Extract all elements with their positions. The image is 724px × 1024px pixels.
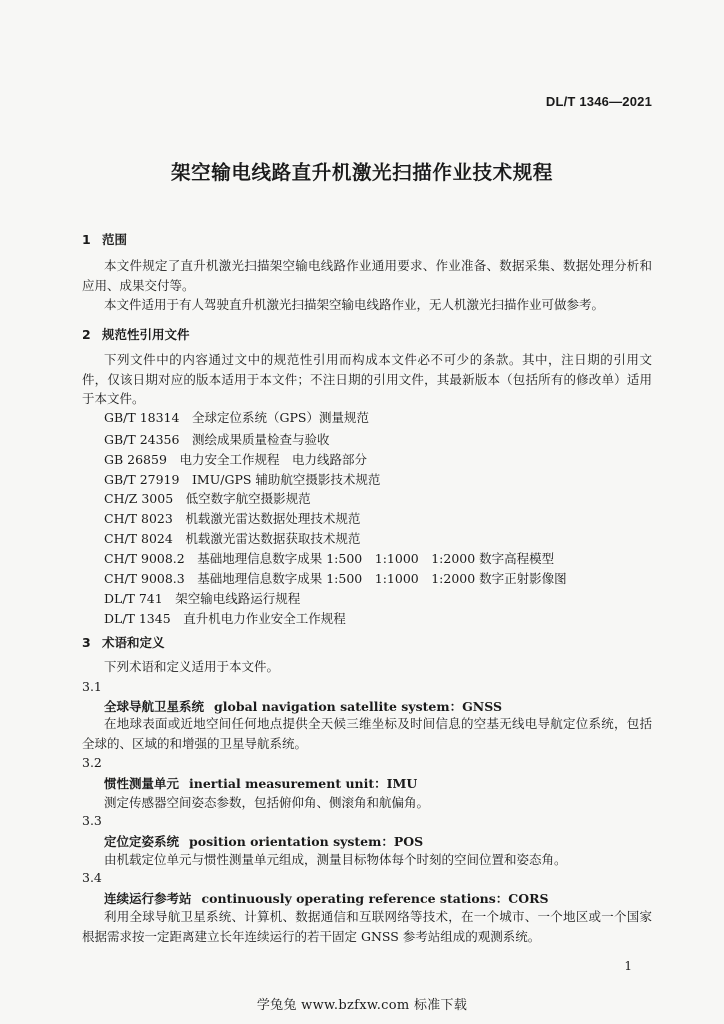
reference-code: GB/T 18314 [104,410,180,425]
section-number: 3 [82,635,91,650]
reference-item [104,509,360,527]
term-definition: 利用全球导航卫星系统、计算机、数据通信和互联网络等技术，在一个城市、一个地区或一个国家根据需求按一定距离建立长年连续运行的若干固定 GNSS 参考站组成的观测系统。 [82,909,652,944]
section-title: 术语和定义 [102,635,165,650]
term-title [104,774,417,792]
reference-title: 测绘成果质量检查与验收 [191,432,330,447]
footer-watermark: 学兔兔 www.bzfxw.com 标准下载 [256,998,468,1013]
reference-item [104,569,567,587]
section-number: 1 [82,232,91,247]
section-title: 范围 [102,232,128,247]
section-title: 规范性引用文件 [102,327,190,342]
section-1-paragraph-2: 本文件适用于有人驾驶直升机激光扫描架空输电线路作业，无人机激光扫描作业可做参考。 [104,297,605,312]
reference-title: 全球定位系统（GPS）测量规范 [191,410,369,425]
section-2-paragraph-1: 下列文件中的内容通过文中的规范性引用而构成本文件必不可少的条款。其中，注日期的引用文件，仅该日期对应的版本适用于本文件；不注日期的引用文件，其最新版本（包括所有的修改单）适用于本文件。 [82,352,652,406]
term-title [104,889,549,907]
reference-code: CH/Z 3005 [104,491,174,506]
reference-item [104,549,554,567]
reference-item [104,589,300,607]
reference-code: GB 26859 [104,452,167,467]
section-1-paragraph-1: 本文件规定了直升机激光扫描架空输电线路作业通用要求、作业准备、数据采集、数据处理分析和应用、成果交付等。 [82,258,652,293]
term-title [104,697,502,715]
reference-item [104,529,360,547]
page-number: 1 [624,959,632,973]
term-title [104,832,423,850]
reference-title: 基础地理信息数字成果 1:500 1:1000 1:2000 数字高程模型 [197,551,555,566]
term-definition: 由机载定位单元与惯性测量单元组成，测量目标物体每个时刻的空间位置和姿态角。 [104,852,567,867]
document-title: 架空输电线路直升机激光扫描作业技术规程 [171,161,553,184]
section-2-heading [82,325,190,343]
reference-title: 机载激光雷达数据处理技术规范 [185,511,361,526]
reference-code: CH/T 9008.2 [104,551,185,566]
term-en: continuously operating reference stations：CORS [201,891,549,906]
reference-code: GB/T 24356 [104,432,180,447]
reference-title: IMU/GPS 辅助航空摄影技术规范 [191,472,381,487]
term-en: position orientation system：POS [189,834,424,849]
term-number: 3.4 [82,870,102,885]
term-number: 3.3 [82,813,102,828]
reference-item [104,450,367,468]
reference-item [104,609,346,627]
section-3-paragraph-1: 下列术语和定义适用于本文件。 [104,659,280,674]
reference-code: CH/T 8023 [104,511,173,526]
reference-item [104,489,311,507]
term-en: inertial measurement unit：IMU [189,776,418,791]
standard-code: DL/T 1346—2021 [545,94,652,109]
reference-code: GB/T 27919 [104,472,180,487]
reference-code: DL/T 741 [104,591,163,606]
reference-item [104,470,380,488]
section-1-heading [82,230,127,248]
term-en: global navigation satellite system：GNSS [214,699,502,714]
reference-title: 架空输电线路运行规程 [175,591,301,606]
section-3-heading [82,633,165,651]
reference-item [104,430,330,448]
term-number: 3.2 [82,755,102,770]
reference-title: 机载激光雷达数据获取技术规范 [185,531,361,546]
reference-title: 低空数字航空摄影规范 [185,491,311,506]
section-number: 2 [82,327,91,342]
term-definition: 测定传感器空间姿态参数，包括俯仰角、侧滚角和航偏角。 [104,795,430,810]
term-zh: 连续运行参考站 [104,891,192,906]
reference-code: DL/T 1345 [104,611,171,626]
reference-title: 直升机电力作业安全工作规程 [183,611,346,626]
reference-title: 电力安全工作规程 电力线路部分 [179,452,367,467]
reference-item [104,408,369,426]
term-zh: 全球导航卫星系统 [104,699,205,714]
reference-title: 基础地理信息数字成果 1:500 1:1000 1:2000 数字正射影像图 [197,571,567,586]
reference-code: CH/T 9008.3 [104,571,185,586]
term-number: 3.1 [82,679,102,694]
term-definition: 在地球表面或近地空间任何地点提供全天候三维坐标及时间信息的空基无线电导航定位系统，包括全球的、区域的和增强的卫星导航系统。 [82,716,652,751]
reference-code: CH/T 8024 [104,531,173,546]
term-zh: 定位定姿系统 [104,834,180,849]
term-zh: 惯性测量单元 [104,776,180,791]
